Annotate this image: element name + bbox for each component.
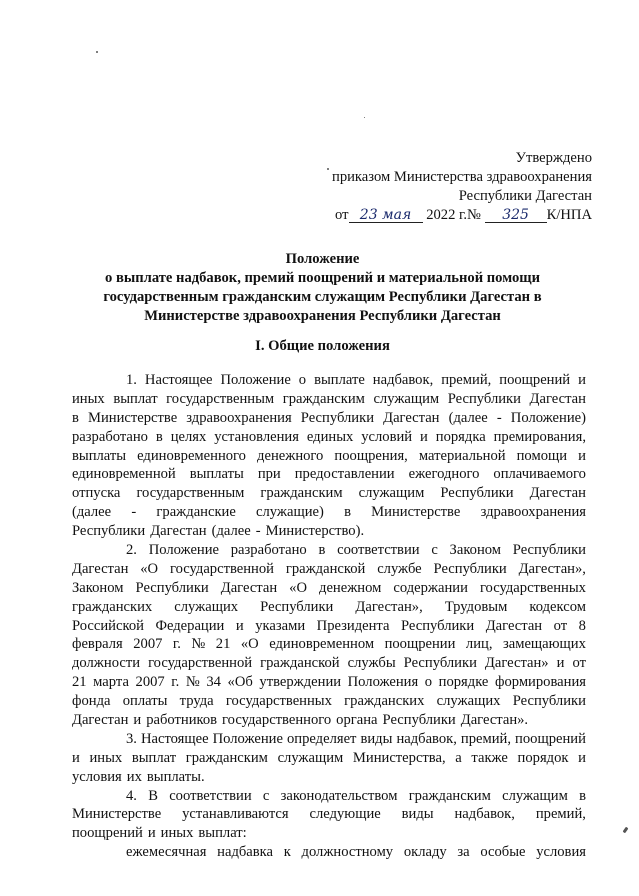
- body-line: Министерстве устанавливаются следующие виды надбавок, премий,: [72, 806, 586, 823]
- body-line: фонда оплаты труда государственных гражданских служащих Республики: [72, 693, 586, 710]
- scan-speck: [327, 168, 329, 170]
- body-line: 2. Положение разработано в соответствии с Законом Республики: [126, 542, 586, 559]
- body-line: Республики Дагестан (далее - Министерство).: [72, 523, 365, 540]
- body-line: и иных выплат гражданским служащим Министерства, а также порядок и: [72, 749, 586, 766]
- scan-speck: [623, 827, 629, 834]
- date-field: [349, 208, 423, 223]
- body-line: Российской Федерации и указами Президента Республики Дагестан от 8: [72, 617, 586, 634]
- body-line: февраля 2007 г. № 21 «О единовременном поощрении лиц, замещающих: [72, 636, 586, 653]
- approval-approved: Утверждено: [515, 150, 592, 166]
- body-line: (далее - гражданские служащие) в Министерстве здравоохранения: [72, 504, 586, 521]
- body-line: выплаты единовременного денежного поощрения, материальной помощи и: [72, 447, 586, 464]
- body-line: в Министерстве здравоохранения Республики Дагестан (далее - Положение): [72, 409, 586, 426]
- body-line: 1. Настоящее Положение о выплате надбавок, премий, поощрений и: [126, 372, 586, 388]
- title-line: Министерстве здравоохранения Республики Дагестан: [144, 308, 501, 324]
- body-line: Дагестан и работников государственного органа Республики Дагестан».: [72, 712, 529, 729]
- body-line: разработано в целях установления единых условий и порядка премирования,: [72, 428, 586, 445]
- date-prefix: от: [335, 207, 349, 223]
- document-body: [72, 371, 586, 862]
- body-line: 3. Настоящее Положение определяет виды надбавок, премий, поощрений: [126, 730, 586, 747]
- approval-republic: Республики Дагестан: [458, 188, 592, 204]
- handwritten-date: 23 мая: [359, 207, 412, 223]
- scan-speck: [96, 51, 98, 53]
- body-line: 21 марта 2007 г. № 34 «Об утверждении Положения о порядке формирования: [72, 674, 586, 691]
- body-line: иных выплат государственным гражданским служащим Республики Дагестан: [72, 390, 586, 407]
- body-line: ежемесячная надбавка к должностному окладу за особые условия: [126, 844, 586, 861]
- body-line: условия их выплаты.: [72, 768, 205, 785]
- section-heading: I. Общие положения: [255, 338, 390, 354]
- year-number-label: 2022 г.№: [426, 207, 481, 223]
- body-line: единовременной выплаты при предоставлении ежегодного оплачиваемого: [72, 466, 586, 483]
- title-line: Положение: [285, 251, 360, 267]
- body-line: 4. В соответствии с законодательством гражданским служащим в: [126, 787, 586, 804]
- handwritten-number: 325: [502, 207, 529, 223]
- body-line: поощрений и иных выплат:: [72, 825, 247, 842]
- body-line: должности государственной гражданской службы Республики Дагестан» и от: [72, 655, 586, 672]
- body-line: Законом Республики Дагестан «О денежном содержании государственных: [72, 579, 586, 596]
- title-line: о выплате надбавок, премий поощрений и материальной помощи: [105, 270, 540, 286]
- body-line: Дагестан «О государственной гражданской службе Республики Дагестан»,: [72, 560, 586, 577]
- approval-block: [332, 149, 592, 225]
- body-line: гражданских служащих Республики Дагестан», Трудовым кодексом: [72, 598, 586, 615]
- approval-order-line: приказом Министерства здравоохранения: [332, 169, 592, 185]
- approval-date-line: [332, 206, 592, 225]
- body-line: отпуска государственным гражданским служащим Республики Дагестан: [72, 485, 586, 502]
- number-suffix: К/НПА: [546, 207, 592, 223]
- document-title: [60, 250, 585, 326]
- title-line: государственным гражданским служащим Республики Дагестан в: [103, 289, 542, 305]
- number-field: [485, 208, 547, 223]
- scan-speck: [364, 117, 365, 118]
